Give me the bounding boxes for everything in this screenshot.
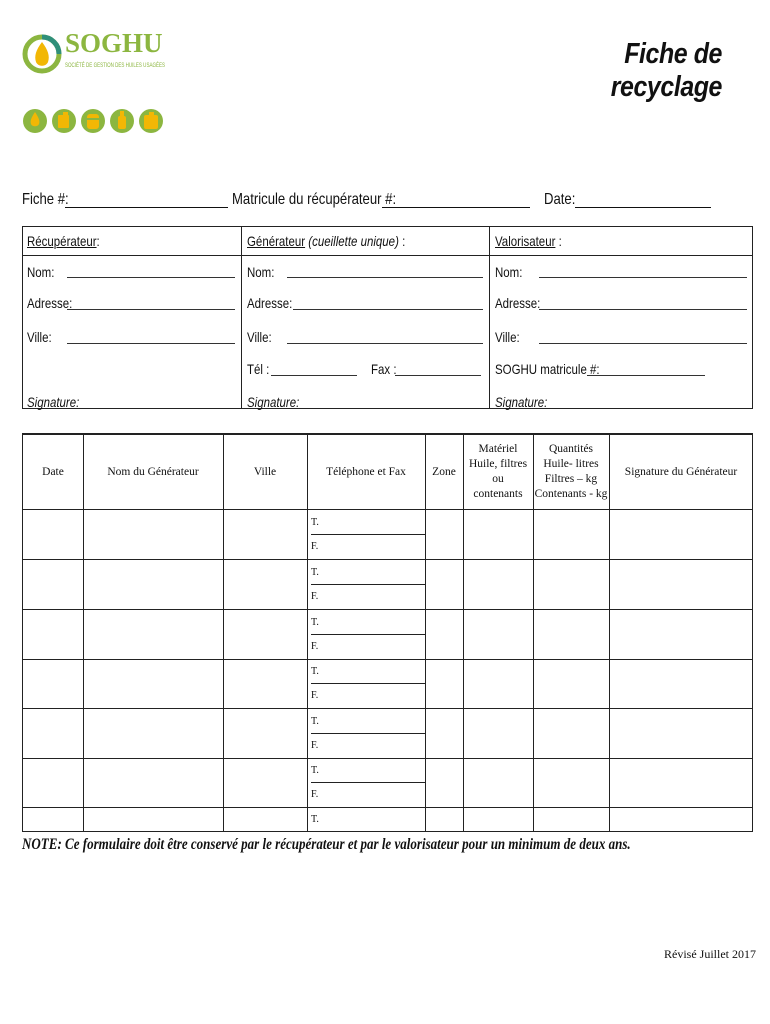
header-quantites-line: Quantités [548, 443, 594, 455]
table-row-tel-label: T. [311, 567, 319, 578]
recuperateur-adresse-input[interactable] [67, 309, 235, 310]
header-date: Date [42, 465, 64, 478]
table-row-tel-label: T. [311, 716, 319, 727]
table-row-fax-label: F. [311, 641, 319, 652]
row-separator [23, 559, 752, 560]
generateur-ville-label: Ville: [247, 329, 272, 345]
table-row-fax-label: F. [311, 789, 319, 800]
valorisateur-nom-label: Nom: [495, 264, 523, 280]
brand-name: SOGHU [65, 28, 163, 58]
tel-fax-divider [311, 634, 425, 635]
fiche-label: Fiche #: [22, 191, 69, 208]
table-row-fax-label: F. [311, 740, 319, 751]
recuperateur-heading [27, 233, 100, 249]
generateur-signature[interactable]: Signature: [247, 394, 300, 410]
header-materiel [463, 435, 533, 509]
table-row-fax-label: F. [311, 690, 319, 701]
header-separator [23, 509, 752, 510]
valorisateur-nom-input[interactable] [539, 277, 747, 278]
header-quantites-line: Huile- litres [543, 458, 599, 470]
recycle-icon [25, 37, 59, 71]
matricule-field[interactable] [232, 191, 396, 209]
header-telephone-fax: Téléphone et Fax [326, 465, 406, 478]
generateur-fax-input[interactable] [395, 375, 481, 376]
tel-fax-divider [311, 782, 425, 783]
table-row-tel-label: T. [311, 617, 319, 628]
header-materiel-line: Matériel [478, 443, 518, 455]
table-row-tel-label: T. [311, 765, 319, 776]
generateur-label: Générateur [247, 233, 306, 249]
recycling-table [22, 433, 753, 832]
generateur-heading [247, 233, 405, 249]
date-field[interactable] [544, 191, 575, 209]
row-separator [23, 659, 752, 660]
valorisateur-ville-input[interactable] [539, 343, 747, 344]
valorisateur-ville-label: Ville: [495, 329, 520, 345]
page-title: Fiche de recyclage [610, 38, 722, 103]
table-row-fax-label: F. [311, 591, 319, 602]
parties-box [22, 226, 753, 409]
header-materiel-line: Huile, filtres ou [468, 458, 528, 485]
recuperateur-colon: : [96, 233, 100, 249]
generateur-ville-input[interactable] [287, 343, 483, 344]
row-divider [23, 255, 752, 256]
tel-fax-divider [311, 733, 425, 734]
header-nom-generateur: Nom du Générateur [107, 465, 199, 478]
generateur-fax-label: Fax : [371, 361, 397, 377]
fiche-number-field[interactable] [22, 191, 69, 209]
soghu-logo [22, 26, 207, 144]
header-ville: Ville [253, 465, 277, 478]
valorisateur-matricule-label: SOGHU matricule #: [495, 361, 600, 377]
header-zone: Zone [432, 465, 456, 478]
generateur-tel-input[interactable] [271, 375, 357, 376]
row-separator [23, 758, 752, 759]
recuperateur-nom-input[interactable] [67, 277, 235, 278]
generateur-adresse-input[interactable] [293, 309, 483, 310]
recuperateur-signature[interactable]: Signature: [27, 394, 80, 410]
valorisateur-adresse-label: Adresse: [495, 295, 541, 311]
oil-drop-icon [23, 109, 47, 133]
table-row-tel-label: T. [311, 666, 319, 677]
recuperateur-ville-label: Ville: [27, 329, 52, 345]
recuperateur-nom-label: Nom: [27, 264, 55, 280]
valorisateur-label: Valorisateur [495, 233, 556, 249]
generateur-adresse-label: Adresse: [247, 295, 293, 311]
generateur-colon: : [402, 233, 406, 249]
fiche-number-line [65, 207, 228, 208]
tel-fax-divider [311, 534, 425, 535]
generateur-tel-label: Tél : [247, 361, 270, 377]
recuperateur-ville-input[interactable] [67, 343, 235, 344]
header-materiel-line: contenants [473, 488, 523, 500]
header-signature: Signature du Générateur [624, 465, 738, 478]
recuperateur-adresse-label: Adresse: [27, 295, 73, 311]
row-separator [23, 609, 752, 610]
retention-note: NOTE: Ce formulaire doit être conservé par le récupérateur et par le valorisateur pour un minimum de deux ans. [22, 836, 631, 853]
header-quantites-line: Contenants - kg [534, 488, 608, 500]
header-quantites-line: Filtres – kg [544, 473, 598, 485]
oil-can-icon [52, 109, 76, 133]
valorisateur-signature[interactable]: Signature: [495, 394, 548, 410]
row-separator [23, 807, 752, 808]
recuperateur-label: Récupérateur [27, 233, 97, 249]
generateur-nom-input[interactable] [287, 277, 483, 278]
generateur-qualifier: (cueillette unique) [308, 233, 399, 249]
bottle-icon [110, 109, 134, 133]
matricule-label: Matricule du récupérateur #: [232, 191, 397, 208]
table-row-tel-label: T. [311, 517, 319, 528]
valorisateur-adresse-input[interactable] [539, 309, 747, 310]
matricule-line [382, 207, 530, 208]
valorisateur-heading [495, 233, 562, 249]
table-row-fax-label: F. [311, 541, 319, 552]
header-quantites [533, 435, 609, 509]
oil-filter-icon [81, 109, 105, 133]
tel-fax-divider [311, 584, 425, 585]
tel-fax-divider [311, 683, 425, 684]
date-line [575, 207, 711, 208]
generateur-nom-label: Nom: [247, 264, 275, 280]
valorisateur-colon: : [558, 233, 562, 249]
container-icon [139, 109, 163, 133]
row-separator [23, 708, 752, 709]
date-label: Date: [544, 191, 576, 208]
brand-tagline: SOCIÉTÉ DE GESTION DES HUILES USAGÉES [65, 62, 207, 69]
table-row-tel-label: T. [311, 814, 319, 825]
valorisateur-matricule-input[interactable] [587, 375, 705, 376]
revision-date: Révisé Juillet 2017 [664, 947, 756, 961]
